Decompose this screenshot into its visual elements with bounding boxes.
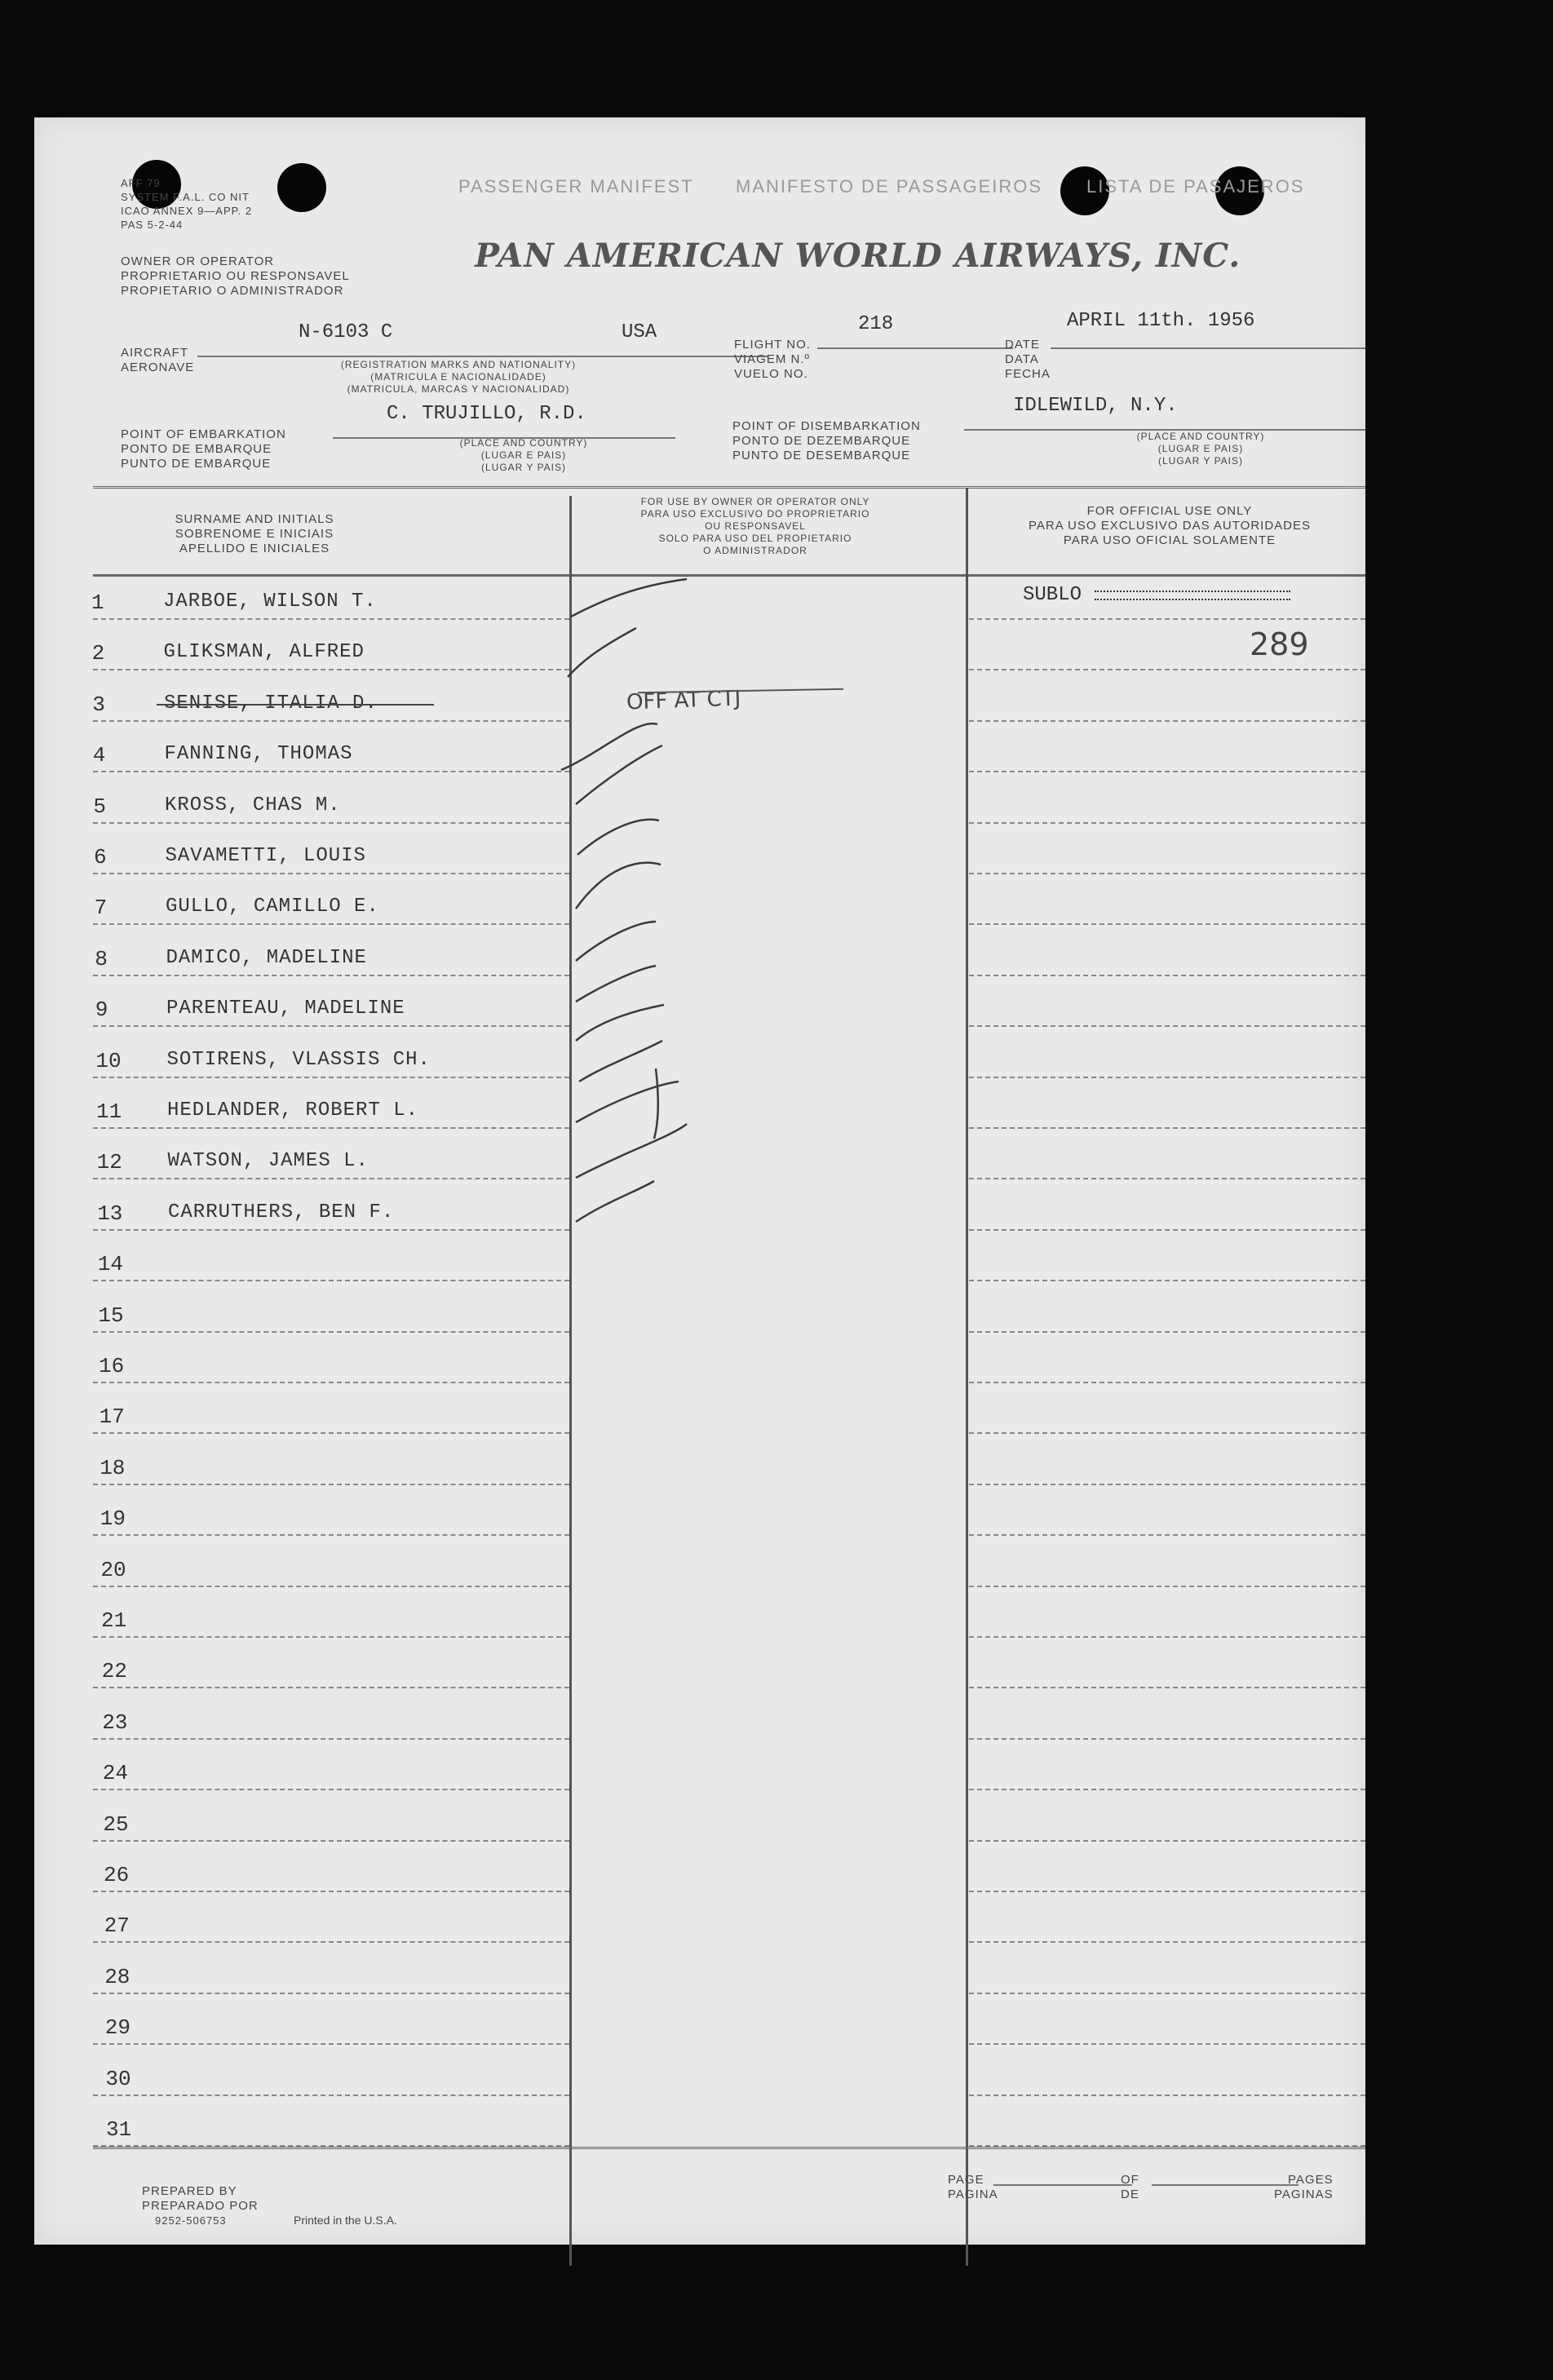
passenger-name: GLIKSMAN, ALFRED [163,641,365,664]
title-english: PASSENGER MANIFEST [458,176,694,197]
title-spanish: LISTA DE PASAJEROS [1086,176,1305,197]
row-number: 28 [104,1964,131,1989]
row-number: 18 [100,1455,126,1480]
place-caption-line: (LUGAR E PAIS) [1157,443,1244,454]
official-note: SUBLO [1023,584,1082,606]
prepared-label-line: PREPARED BY [142,2184,237,2198]
place-caption-line: (LUGAR E PAIS) [480,449,567,461]
surname-header-line: SURNAME AND INITIALS [175,512,334,526]
check-mark [577,820,659,855]
page-rule [993,2184,1132,2186]
passenger-name: SAVAMETTI, LOUIS [165,845,366,867]
official-header-line: PARA USO OFICIAL SOLAMENTE [1063,533,1276,547]
row-number: 11 [96,1099,122,1124]
registration-caption-line: (MATRICULA E NACIONALIDADE) [370,371,546,383]
place-caption-line: (PLACE AND COUNTRY) [1136,431,1265,442]
passenger-name: WATSON, JAMES L. [167,1150,369,1173]
passenger-name: SENISE, ITALIA D. [164,692,378,714]
row-number: 2 [91,641,105,666]
owner-use-header-line: FOR USE BY OWNER OR OPERATOR ONLY [640,496,870,507]
disembarkation-value: IDLEWILD, N.Y. [1013,395,1178,417]
check-mark [576,966,656,1002]
owner-use-header-line: OU RESPONSAVEL [705,520,806,532]
page-label-line: PAGE [948,2173,984,2187]
page-label [948,2173,998,2202]
date-label-line: FECHA [1005,367,1051,381]
check-mark [571,579,687,617]
check-mark [576,1005,664,1041]
row-number: 30 [105,2066,131,2091]
surname-header-line: SOBRENOME E INICIAIS [175,527,334,541]
form-ref-line: PAS 5-2-44 [121,219,184,231]
row-number: 3 [92,692,105,717]
row-number: 1 [91,591,104,615]
row-number: 19 [100,1506,126,1532]
flight-label-line: FLIGHT NO. [734,338,811,352]
date-label-line: DATA [1005,352,1039,366]
place-caption-line: (PLACE AND COUNTRY) [459,437,588,449]
row-number: 7 [94,896,108,921]
passenger-name: JARBOE, WILSON T. [163,591,377,613]
row-number: 17 [99,1405,125,1430]
row-number: 22 [101,1659,127,1684]
row-number: 31 [106,2117,132,2142]
off-at-ctj-note: OFF AT CTJ [626,686,741,715]
of-label-line: DE [1121,2188,1139,2201]
owner-use-header-line: SOLO PARA USO DEL PROPIETARIO [658,533,852,544]
row-number: 20 [100,1557,126,1582]
printed-note: Printed in the U.S.A. [294,2214,397,2227]
passenger-name: PARENTEAU, MADELINE [166,998,405,1020]
aircraft-label-line: AERONAVE [121,361,195,374]
check-mark [579,1041,662,1082]
embark-label-line: PONTO DE EMBARQUE [121,442,272,456]
row-number: 26 [104,1863,130,1887]
form-ref-line: SYSTEM F.A.L. CO NIT [121,191,250,203]
disembark-label-line: PONTO DE DEZEMBARQUE [732,434,911,448]
row-number: 9 [95,998,108,1023]
place-caption-line: (LUGAR Y PAIS) [1157,455,1244,467]
aircraft-label-line: AIRCRAFT [121,346,188,360]
check-marks [34,117,1365,2245]
airline-name: PAN AMERICAN WORLD AIRWAYS, INC. [475,237,1241,275]
passenger-name: FANNING, THOMAS [164,743,353,766]
row-number: 27 [104,1913,130,1939]
check-mark [576,922,656,961]
nationality-value: USA [622,321,657,343]
row-number: 21 [101,1608,127,1633]
pages-label [1274,2173,1334,2202]
page-label-line: PAGINA [948,2188,998,2201]
check-mark [561,723,657,770]
owner-use-header-line: O ADMINISTRADOR [703,545,807,556]
embark-label-line: PUNTO DE EMBARQUE [121,457,272,471]
row-number: 15 [98,1303,124,1328]
pages-label-line: PAGINAS [1274,2188,1334,2201]
check-mark [576,863,661,909]
check-mark [568,628,636,677]
place-caption-line: (LUGAR Y PAIS) [480,462,567,473]
passenger-name: SOTIRENS, VLASSIS CH. [166,1048,431,1071]
date-value: APRIL 11th. 1956 [1067,310,1255,332]
prepared-label-line: PREPARADO POR [142,2199,259,2213]
row-number: 13 [97,1201,123,1226]
form-ref-line: ICAO ANNEX 9—APP. 2 [121,205,253,217]
flight-number-value: 218 [858,313,894,335]
row-number: 25 [103,1812,129,1837]
disembark-label-line: PUNTO DE DESEMBARQUE [732,449,911,462]
of-label [1121,2173,1139,2202]
row-number: 29 [104,2015,131,2041]
check-mark [576,1181,654,1222]
passenger-name: HEDLANDER, ROBERT L. [167,1099,419,1121]
registration-caption-line: (MATRICULA, MARCAS Y NACIONALIDAD) [347,383,570,395]
row-number: 16 [99,1354,125,1378]
row-number: 5 [93,794,106,819]
owner-label-line: PROPRIETARIO OU RESPONSAVEL [121,269,350,283]
official-count: 289 [1250,626,1309,662]
prepared-by-label [142,2184,259,2214]
row-number: 4 [92,743,106,768]
owner-use-header-line: PARA USO EXCLUSIVO DO PROPRIETARIO [640,508,870,520]
check-mark [576,1124,687,1178]
row-number: 10 [95,1048,122,1073]
form-ref-line: AFF 79 [121,177,161,189]
date-label-line: DATE [1005,338,1040,352]
registration-value: N-6103 C [299,321,393,343]
footer-rule [93,2147,1365,2149]
row-number: 14 [97,1252,124,1277]
passenger-name: KROSS, CHAS M. [165,794,341,816]
passenger-name: CARRUTHERS, BEN F. [168,1201,395,1223]
check-mark [654,1068,658,1139]
form-number: 9252-506753 [155,2214,227,2227]
embarkation-value: C. TRUJILLO, R.D. [387,403,586,425]
row-number: 8 [95,946,108,971]
row-number: 23 [102,1710,128,1735]
surname-header-line: APELLIDO E INICIALES [179,542,330,555]
flight-label-line: VUELO NO. [734,367,808,381]
passenger-name: GULLO, CAMILLO E. [166,896,379,918]
row-number: 6 [94,845,107,869]
row-number: 24 [102,1761,129,1786]
check-mark [576,1082,679,1122]
of-label-line: OF [1121,2173,1139,2187]
title-portuguese: MANIFESTO DE PASSAGEIROS [736,176,1043,197]
pages-label-line: PAGES [1288,2173,1334,2187]
embark-label-line: POINT OF EMBARKATION [121,427,286,441]
owner-label-line: PROPIETARIO O ADMINISTRADOR [121,284,344,298]
flight-label-line: VIAGEM N.º [734,352,810,366]
owner-label-line: OWNER OR OPERATOR [121,254,275,268]
registration-caption-line: (REGISTRATION MARKS AND NATIONALITY) [340,359,577,370]
official-header-line: FOR OFFICIAL USE ONLY [1086,504,1253,518]
passenger-name: DAMICO, MADELINE [166,946,367,969]
manifest-sheet [34,117,1365,2245]
disembark-label-line: POINT OF DISEMBARKATION [732,419,921,433]
official-header-line: PARA USO EXCLUSIVO DAS AUTORIDADES [1028,519,1312,533]
row-number: 12 [96,1150,122,1175]
